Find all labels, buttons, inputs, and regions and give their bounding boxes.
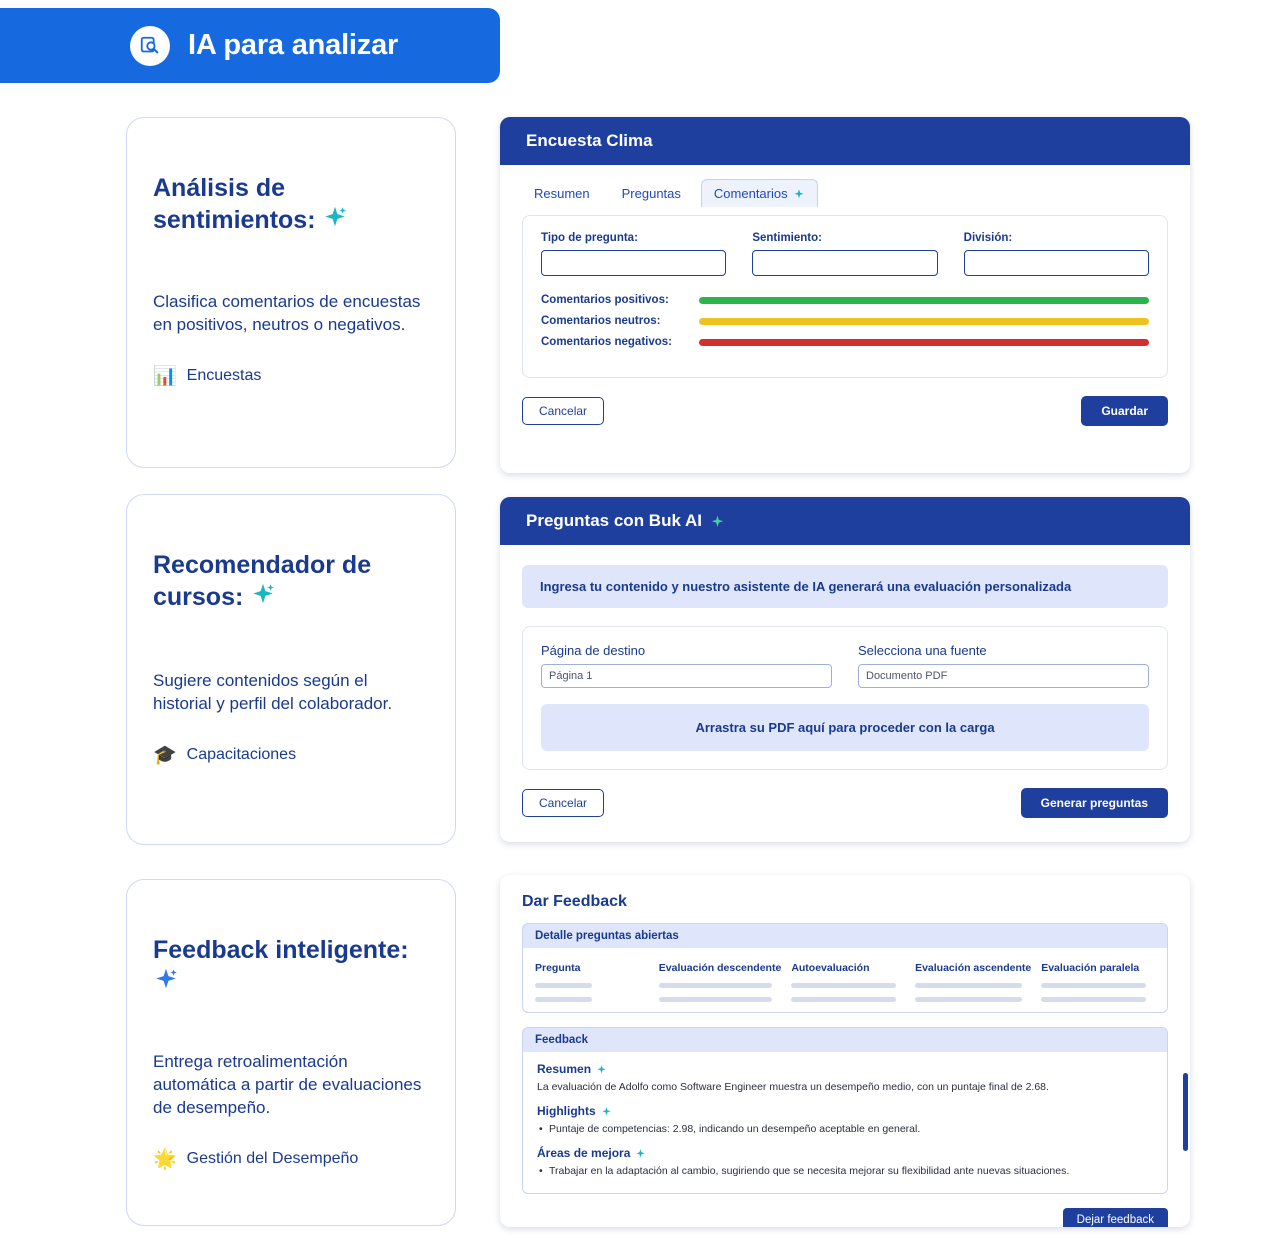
- card-body: Clasifica comentarios de encuestas en positivos, neutros o negativos.: [153, 292, 421, 334]
- bar-track-neutros: [699, 318, 1149, 325]
- card-tag-label: Gestión del Desempeño: [186, 1150, 359, 1168]
- card-tag-desempeno: [153, 1150, 429, 1169]
- page-banner: [0, 8, 500, 83]
- column-header: Pregunta: [535, 962, 581, 974]
- save-button[interactable]: Guardar: [1081, 396, 1168, 426]
- panel-encuesta-clima: [500, 117, 1190, 473]
- scrollbar-thumb[interactable]: [1183, 1073, 1188, 1151]
- banner-title: IA para analizar: [188, 29, 399, 61]
- placeholder-bar: [659, 983, 772, 988]
- card-tag-capacitaciones: [153, 746, 429, 765]
- placeholder-bar: [791, 997, 896, 1002]
- card-heading: Recomendador de cursos:: [153, 551, 372, 611]
- feedback-text-areas-mejora: • Trabajar en la adaptación al cambio, sugiriendo que se necesita mejorar su flexibilidad ante nuevas situaciones.: [537, 1164, 1153, 1178]
- column-header: Evaluación ascendente: [915, 962, 1032, 974]
- panel-actions: [500, 378, 1190, 426]
- feedback-card: [522, 1027, 1168, 1194]
- bar-track-negativos: [699, 339, 1149, 346]
- filter-label: División:: [963, 232, 1013, 244]
- pagina-destino-input[interactable]: [541, 664, 832, 688]
- panel-actions: [500, 1194, 1190, 1227]
- placeholder-bar: [915, 983, 1022, 988]
- tab-label: Preguntas: [621, 185, 681, 201]
- column-evaluacion-ascendente: [915, 962, 1031, 1002]
- field-label: Página de destino: [541, 643, 646, 658]
- bar-label: Comentarios neutros:: [541, 315, 661, 327]
- cancel-button[interactable]: Cancelar: [522, 397, 604, 425]
- card-body: Sugiere contenidos según el historial y perfil del colaborador.: [153, 671, 393, 713]
- placeholder-bar: [1041, 997, 1146, 1002]
- feedback-text-resumen: La evaluación de Adolfo como Software Engineer muestra un desempeño medio, con un puntaje final de 2.68.: [537, 1081, 1049, 1093]
- division-input[interactable]: [964, 250, 1149, 276]
- filter-division: [964, 232, 1149, 276]
- ai-callout: Ingresa tu contenido y nuestro asistente de IA generará una evaluación personalizada: [522, 565, 1168, 608]
- filter-label: Tipo de pregunta:: [541, 232, 638, 244]
- sparkle-icon: [596, 1064, 607, 1075]
- bar-label: Comentarios negativos:: [541, 336, 672, 348]
- card-heading: Análisis de sentimientos:: [153, 174, 429, 235]
- panel-title: Preguntas con Buk AI: [526, 511, 703, 530]
- placeholder-bar: [791, 983, 896, 988]
- heading-label: Highlights: [537, 1104, 596, 1119]
- cancel-button[interactable]: Cancelar: [522, 789, 604, 817]
- sentiment-bars: [541, 294, 1149, 348]
- field-label: Selecciona una fuente: [858, 643, 987, 658]
- column-header: Evaluación paralela: [1041, 962, 1140, 974]
- panel-dar-feedback: [500, 875, 1190, 1227]
- dejar-feedback-button[interactable]: Dejar feedback: [1063, 1208, 1168, 1227]
- panel-header: [500, 117, 1190, 165]
- card-tag-label: Encuestas: [186, 367, 262, 385]
- ai-search-icon: [130, 26, 170, 66]
- feature-card-cursos: [126, 494, 456, 845]
- panel-title: Encuesta Clima: [526, 131, 653, 150]
- tipo-pregunta-input[interactable]: [541, 250, 726, 276]
- feedback-heading-highlights: [537, 1104, 1153, 1118]
- heading-label: Áreas de mejora: [537, 1146, 631, 1161]
- tab-label: Comentarios: [713, 186, 788, 201]
- feedback-heading-areas-mejora: [537, 1146, 1153, 1160]
- filter-label: Sentimiento:: [752, 232, 822, 244]
- card-tag-encuestas: [153, 367, 429, 386]
- column-header: Evaluación descendente: [658, 962, 782, 974]
- feedback-text-highlights: • Puntaje de competencias: 2.98, indicando un desempeño aceptable en general.: [537, 1122, 1153, 1136]
- bar-row-positivos: [541, 294, 1149, 306]
- sparkle-icon: [250, 581, 276, 607]
- column-pregunta: [535, 962, 649, 1002]
- bar-chart-icon: 📊: [153, 365, 177, 387]
- bar-row-negativos: [541, 336, 1149, 348]
- column-header: Autoevaluación: [791, 962, 870, 974]
- placeholder-bar: [915, 997, 1022, 1002]
- panel-header: [500, 497, 1190, 545]
- page-title: Dar Feedback: [522, 893, 627, 910]
- filters-row: [541, 232, 1149, 276]
- bar-label: Comentarios positivos:: [541, 294, 669, 306]
- fuente-select[interactable]: [858, 664, 1149, 688]
- pdf-dropzone[interactable]: Arrastra su PDF aquí para proceder con la carga: [541, 704, 1149, 751]
- tab-resumen[interactable]: [522, 179, 602, 207]
- section-title: Feedback: [523, 1028, 1167, 1052]
- tab-list: [500, 165, 1190, 207]
- field-pagina-destino: [541, 643, 832, 688]
- detalle-preguntas-abiertas-card: [522, 923, 1168, 1013]
- sparkle-icon: [793, 188, 805, 200]
- heading-label: Resumen: [537, 1062, 592, 1076]
- sparkle-icon: [710, 514, 725, 529]
- placeholder-bar: [535, 983, 592, 988]
- section-title: Detalle preguntas abiertas: [523, 924, 1167, 948]
- card-body: Entrega retroalimentación automática a partir de evaluaciones de desempeño.: [153, 1052, 422, 1117]
- feature-card-feedback: [126, 879, 456, 1226]
- panel-actions: [500, 770, 1190, 818]
- placeholder-bar: [1041, 983, 1146, 988]
- upload-form: [522, 626, 1168, 770]
- tab-comentarios[interactable]: [701, 179, 818, 207]
- placeholder-bar: [535, 997, 592, 1002]
- feature-card-sentimientos: [126, 117, 456, 468]
- filter-tipo-pregunta: [541, 232, 726, 276]
- card-heading: Feedback inteligente:: [153, 936, 429, 997]
- column-autoevaluacion: [791, 962, 905, 1002]
- sparkle-icon: [153, 966, 179, 992]
- bar-track-positivos: [699, 297, 1149, 304]
- feedback-heading-resumen: [537, 1062, 1153, 1076]
- tab-preguntas[interactable]: [610, 179, 693, 207]
- sparkle-icon: [322, 204, 348, 230]
- generate-questions-button[interactable]: Generar preguntas: [1021, 788, 1168, 818]
- placeholder-bar: [659, 997, 772, 1002]
- field-fuente: [858, 643, 1149, 688]
- graduation-cap-icon: 🎓: [153, 744, 177, 766]
- fields-row: [541, 643, 1149, 688]
- table-header-row: [523, 948, 1167, 1012]
- feedback-body: [523, 1052, 1167, 1193]
- sparkle-icon: [635, 1148, 646, 1159]
- comentarios-panel: [522, 215, 1168, 378]
- column-evaluacion-descendente: [659, 962, 782, 1002]
- panel-preguntas-buk-ai: [500, 497, 1190, 842]
- sparkle-icon: [601, 1106, 612, 1117]
- tab-label: Resumen: [534, 185, 590, 201]
- bar-row-neutros: [541, 315, 1149, 327]
- card-tag-label: Capacitaciones: [186, 746, 297, 764]
- filter-sentimiento: [752, 232, 937, 276]
- column-evaluacion-paralela: [1041, 962, 1155, 1002]
- star-icon: 🌟: [153, 1148, 177, 1170]
- sentimiento-input[interactable]: [752, 250, 937, 276]
